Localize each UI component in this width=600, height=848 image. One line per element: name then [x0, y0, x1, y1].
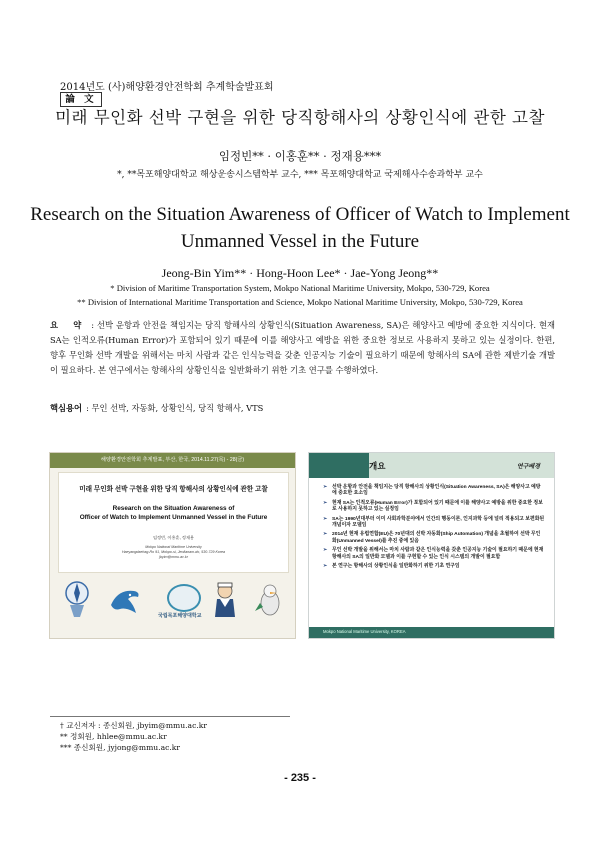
affiliation-english-2: ** Division of International Maritime Transportation and Science, Mokpo National Maritime University, Mokpo, 530-729, Korea	[77, 297, 523, 307]
list-item: ➢ SA는 1990년대부터 이미 사회과학분야에서 인간의 행동이론, 인지과학 등에 널리 적용되고 보편화된 개념이자 모델임	[323, 516, 545, 529]
arrow-bullet-icon: ➢	[323, 532, 328, 538]
slide-overview-subtitle: 연구배경	[516, 464, 540, 470]
university-logo-text: 국립목포해양대학교	[158, 613, 202, 619]
paper-title-english	[30, 201, 570, 255]
list-item: ➢ 현재 SA는 인적오류(Human Error)가 포함되어 있기 때문에 이를 해양사고 예방을 위한 중요한 정보로 사용하지 못하고 있는 실정임	[323, 500, 543, 513]
university-emblem-icon	[167, 584, 201, 612]
authors-korean: 임정빈** · 이홍훈** · 정재용***	[218, 149, 382, 163]
slide-title-korean: 미래 무인화 선박 구현을 위한 당직 항해사의 상황인식에 관한 고찰	[79, 486, 268, 493]
list-item: ➢ 무인 선박 개발을 위해서는 마치 사람과 같은 인식능력을 갖춘 인공지능 기술이 필요하기 때문에 현재 항해사의 SA의 일반화 모델과 이를 구현할 수 있는 인식 시스템의 개발이 필요함	[323, 548, 544, 560]
overview-slide	[308, 452, 555, 639]
slide-inst-line-1: Mokpo National Maritime University	[145, 545, 202, 549]
slide-header-accent	[309, 453, 369, 478]
seagull-mascot-icon	[255, 581, 285, 621]
slide-title-english	[59, 504, 288, 522]
arrow-bullet-icon: ➢	[323, 485, 328, 490]
slide-title-en-line-1: Research on the Situation Awareness of	[112, 505, 235, 512]
compass-mascot-icon	[62, 579, 92, 619]
slide-authors: 임정빈, 이홍훈, 정재용	[152, 535, 195, 540]
arrow-bullet-icon: ➢	[323, 548, 328, 554]
slide-institution	[59, 545, 288, 560]
sailor-mascot-icon	[210, 581, 240, 621]
list-item: ➢ 선박 운항과 안전을 책임지는 당직 항해사의 상황인식(Situation Awareness, SA)은 해양사고 예방에 중요한 요소임	[323, 485, 541, 497]
slide-inst-line-2: Haeyangdaehag-Ro 91, Mokpo-si, Jeollanam-do, 530-729 Korea	[121, 550, 226, 554]
keywords-label: 핵심용어	[50, 403, 83, 413]
arrow-bullet-icon: ➢	[323, 500, 328, 506]
dolphin-mascot-icon	[108, 583, 142, 617]
article-type-badge: 論 文	[60, 92, 102, 107]
overview-bullet-list	[323, 485, 545, 573]
slide-footer-text: Mokpo National Maritime University, KOREA	[323, 629, 406, 634]
list-item: ➢ 본 연구는 항해사의 상황인식을 일반화하기 위한 기초 연구임	[323, 564, 460, 570]
slide-title-box	[58, 472, 289, 573]
footnote-member: ** 정회원, hhlee@mmu.ac.kr	[60, 732, 167, 741]
slide-footer-bar	[309, 627, 554, 638]
abstract-text: : 선박 운항과 안전을 책임지는 당직 항해사의 상황인식(Situation Awareness, SA)은 해양사고 예방에 중요한 지식이다. 현재 SA는 인적오류(Human Error)가 포함되어 있기 때문에 이를 해양사고 예방을 위한 중요한 정보로 사용하지 못하고 있는 실정이다. 한편, 향후 무인화 선박 개발을 위해서는 마치 사람과 같은 인식능력을 갖춘 인공지능 기술이 필요하기 때문에 항해사의 SA에 관한 제반기술 개발이 필요하다. 본 연구에서는 항해사의 상황인식을 일반화하기 위한 기초 연구를 수행하였다.	[50, 320, 556, 375]
keywords	[50, 402, 263, 414]
arrow-bullet-icon: ➢	[323, 564, 328, 570]
paper-title-korean: 미래 무인화 선박 구현을 위한 당직항해사의 상황인식에 관한 고찰	[55, 108, 545, 127]
keywords-text: : 무인 선박, 자동화, 상황인식, 당직 항해사, VTS	[86, 403, 264, 413]
slide-overview-title: 개요	[369, 461, 386, 471]
slide-conference-bar: 해양환경안전학회 추계발표, 부산, 한국, 2014.11.27(목) - 28(금)	[50, 453, 295, 468]
conference-header: 2014년도 (사)해양환경안전학회 추계학술발표회	[60, 82, 274, 93]
footnote-lifetime-member: *** 종신회원, jyjong@mmu.ac.kr	[60, 743, 181, 752]
title-en-line-1: Research on the Situation Awareness of Officer of Watch to Implement	[30, 204, 570, 225]
list-item: ➢ 2014년 현재 유럽연합(EU)은 70년대의 선박 자동화(Ship Automation) 개념을 초월하여 선박 무인화(Unmanned Vessel)를 추진 중에 있음	[323, 532, 541, 544]
slide-header	[309, 453, 554, 478]
title-en-line-2: Unmanned Vessel in the Future	[180, 231, 420, 252]
abstract	[50, 318, 555, 378]
footnote-divider	[50, 716, 290, 717]
title-slide	[49, 452, 296, 639]
abstract-label: 요 약	[50, 320, 88, 330]
footnote-corresponding-author: † 교신저자 : 종신회원, jbyim@mmu.ac.kr	[60, 721, 207, 730]
authors-english: Jeong-Bin Yim** · Hong-Hoon Lee* · Jae-Yong Jeong**	[161, 266, 439, 280]
slide-inst-line-3: jbyim@mmu.ac.kr	[159, 555, 188, 559]
slide-title-en-line-2: Officer of Watch to Implement Unmanned Vessel in the Future	[79, 514, 268, 521]
affiliation-korean: *, **목포해양대학교 해상운송시스템학부 교수, *** 목포해양대학교 국제해사수송과학부 교수	[117, 170, 483, 180]
arrow-bullet-icon: ➢	[323, 516, 328, 522]
page-number: - 235 -	[284, 772, 316, 784]
affiliation-english-1: * Division of Maritime Transportation System, Mokpo National Maritime University, Mokpo, 530-729, Korea	[110, 283, 490, 293]
